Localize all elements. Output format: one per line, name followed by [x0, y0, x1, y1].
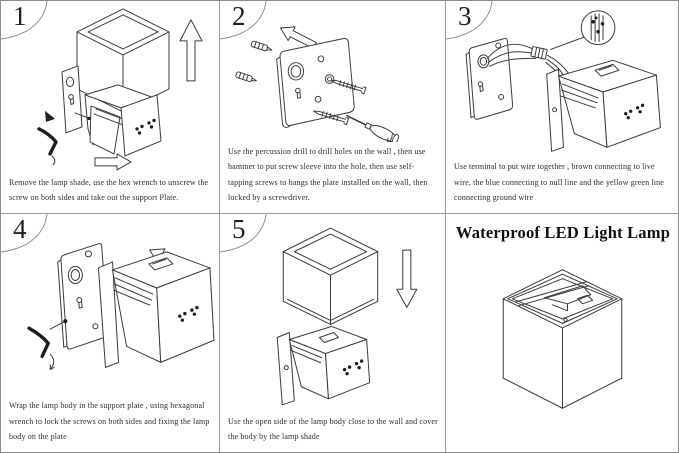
screw-anchor: [235, 71, 257, 83]
corner-curl-decoration: [220, 1, 274, 45]
step-number: 2: [232, 1, 246, 31]
lamp-shade-cube: [283, 228, 377, 324]
step-number: 4: [13, 214, 27, 244]
step-panel-2: [220, 1, 445, 213]
corner-curl-decoration: [220, 214, 274, 258]
lamp-body: [85, 85, 161, 156]
step-number: 5: [232, 214, 246, 244]
lamp-body: [547, 60, 661, 151]
corner-curl-decoration: [1, 214, 55, 258]
finished-lamp-cube: [503, 270, 622, 409]
wall-plate: [466, 38, 512, 119]
product-panel: [446, 214, 678, 452]
rotate-arrow-icon: [50, 354, 54, 369]
terminal-block: [531, 46, 548, 59]
corner-curl-decoration: [1, 1, 55, 45]
product-illustration: [446, 247, 678, 452]
step-number: 3: [458, 1, 472, 31]
corner-curl-decoration: [446, 1, 500, 45]
hex-wrench: [39, 129, 56, 154]
lamp-body: [277, 326, 369, 404]
step-panel-1: [1, 1, 219, 213]
support-plate: [62, 66, 91, 133]
step-caption: Use terminal to put wire together , brown connecting to live wire, the blue connecting to null line and the yellow green line connecting ground wire: [454, 162, 664, 203]
step-caption: Use the percussion drill to drill holes on the wall , then use hammer to put screw sleeve into the hole, then use self-tapping screws to hangs the plate installed on the wall, then locked by a screwdriver.: [228, 146, 428, 203]
step-panel-5: [220, 214, 445, 452]
step-panel-3: [446, 1, 678, 213]
terminal-detail-magnifier: [551, 11, 615, 50]
arrow-up-icon: [180, 20, 202, 81]
pointer-arrow-icon: [45, 111, 55, 122]
step-number: 1: [13, 1, 27, 31]
step-caption: Remove the lamp shade, use the hex wrench to unscrew the screw on both sides and take out the support Plate.: [9, 177, 209, 203]
step-panel-4: [1, 214, 219, 452]
arrow-down-icon: [397, 250, 417, 307]
lamp-body: [98, 252, 214, 368]
product-title: Waterproof LED Light Lamp: [455, 223, 671, 242]
arrow-right-icon: [95, 154, 131, 170]
step-caption: Use the open side of the lamp body close to the wall and cover the body by the lamp shade: [228, 416, 438, 442]
hex-wrench: [29, 328, 48, 356]
step-caption: Wrap the lamp body in the support plate , using hexagonal wrench to lock the screws on both sides and fixing the lamp body on the plate: [9, 401, 210, 442]
